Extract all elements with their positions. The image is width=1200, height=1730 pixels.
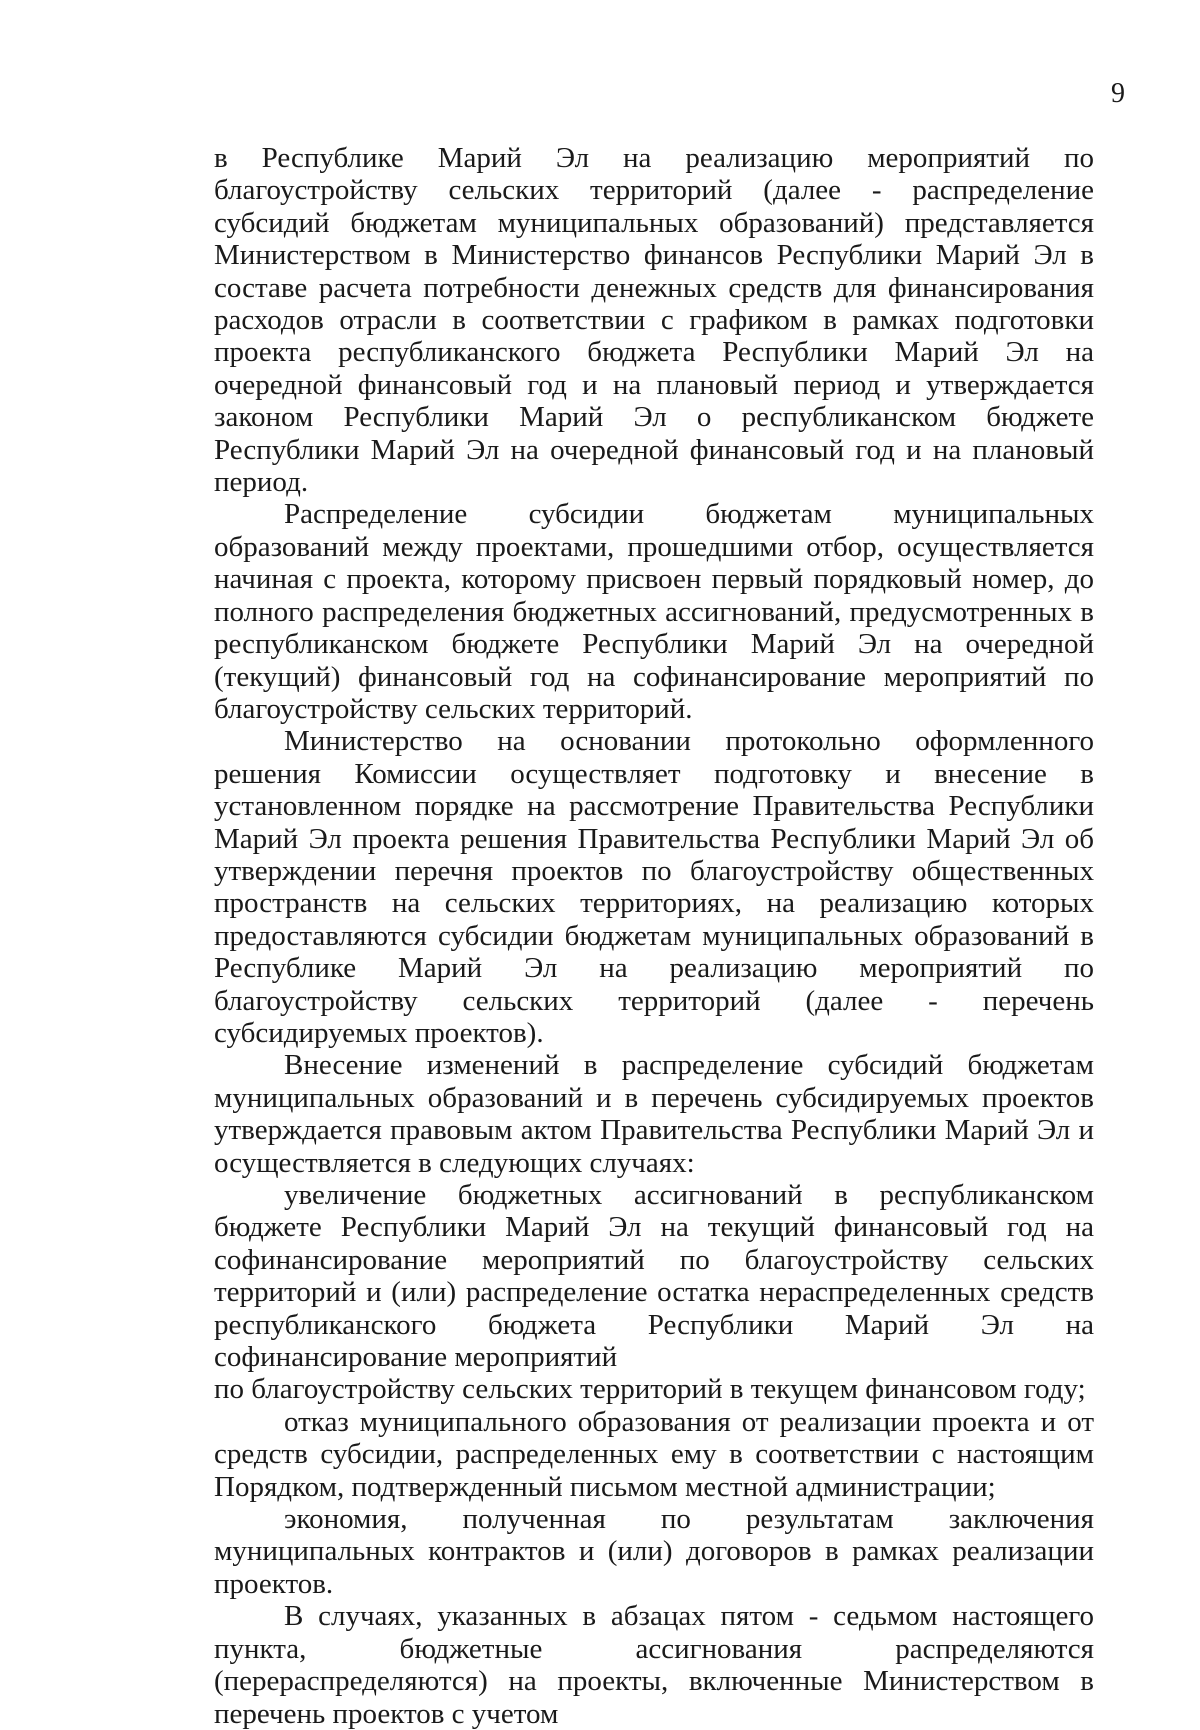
paragraph-case-increase-continued: по благоустройству сельских территорий в текущем финансовом году;	[214, 1373, 1086, 1406]
paragraph-case-refusal: отказ муниципального образования от реализации проекта и от средств субсидии, распределенных ему в соответствии с настоящим Порядком, подтвержденный письмом местной администрации;	[214, 1405, 1094, 1503]
document-body	[214, 142, 1094, 1730]
paragraph-amendments: Внесение изменений в распределение субсидий бюджетам муниципальных образований и в перечень субсидируемых проектов утверждается правовым актом Правительства Республики Марий Эл и осуществляется в следующих случаях:	[214, 1049, 1094, 1179]
page-number: 9	[1111, 78, 1125, 109]
paragraph-case-savings: экономия, полученная по результатам заключения муниципальных контрактов и (или) договоров в рамках реализации проектов.	[214, 1503, 1094, 1600]
paragraph-reallocation: В случаях, указанных в абзацах пятом - седьмом настоящего пункта, бюджетные ассигнования распределяются (перераспределяются) на проекты, включенные Министерством в перечень проектов с учетом	[214, 1600, 1094, 1730]
paragraph-ministry-decision: Министерство на основании протокольно оформленного решения Комиссии осуществляет подготовку и внесение в установленном порядке на рассмотрение Правительства Республики Марий Эл проекта решения Правительства Республики Марий Эл об утверждении перечня проектов по благоустройству общественных пространств на сельских территориях, на реализацию которых предоставляются субсидии бюджетам муниципальных образований в Республике Марий Эл на реализацию мероприятий по благоустройству сельских территорий (далее - перечень субсидируемых проектов).	[214, 725, 1094, 1049]
paragraph-distribution: Распределение субсидии бюджетам муниципальных образований между проектами, прошедшими отбор, осуществляется начиная с проекта, которому присвоен первый порядковый номер, до полного распределения бюджетных ассигнований, предусмотренных в республиканском бюджете Республики Марий Эл на очередной (текущий) финансовый год на софинансирование мероприятий по благоустройству сельских территорий.	[214, 498, 1094, 725]
paragraph-case-increase: увеличение бюджетных ассигнований в республиканском бюджете Республики Марий Эл на текущий финансовый год на софинансирование мероприятий по благоустройству сельских территорий и (или) распределение остатка нераспределенных средств республиканского бюджета Республики Марий Эл на софинансирование мероприятий	[214, 1179, 1094, 1374]
paragraph-continuation: в Республике Марий Эл на реализацию мероприятий по благоустройству сельских территорий (далее - распределение субсидий бюджетам муниципальных образований) представляется Министерством в Министерство финансов Республики Марий Эл в составе расчета потребности денежных средств для финансирования расходов отрасли в соответствии с графиком в рамках подготовки проекта республиканского бюджета Республики Марий Эл на очередной финансовый год и на плановый период и утверждается законом Республики Марий Эл о республиканском бюджете Республики Марий Эл на очередной финансовый год и на плановый период.	[214, 142, 1094, 499]
